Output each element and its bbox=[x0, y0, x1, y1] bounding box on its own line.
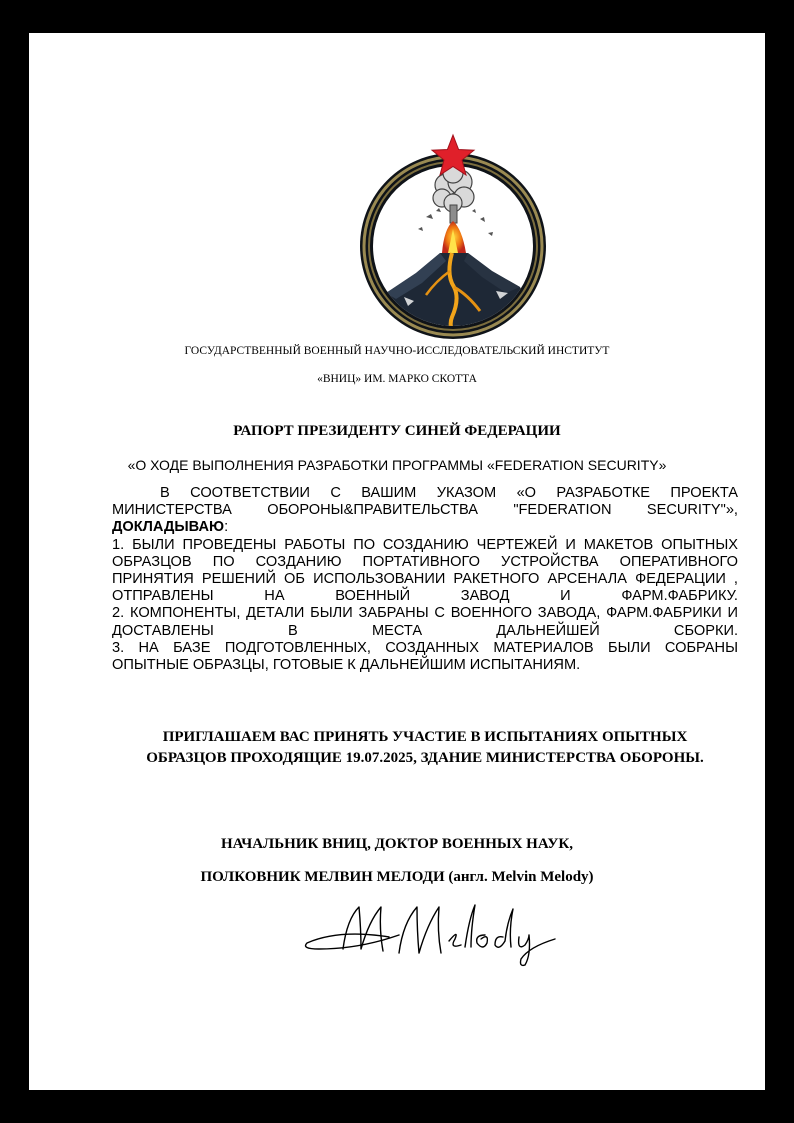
institute-name-line2: «ВНИЦ» ИМ. МАРКО СКОТТА bbox=[317, 373, 477, 385]
report-title: РАПОРТ ПРЕЗИДЕНТУ СИНЕЙ ФЕДЕРАЦИИ bbox=[233, 423, 561, 439]
intro-text: В СООТВЕТСТВИИ С ВАШИМ УКАЗОМ «О РАЗРАБОТКЕ ПРОЕКТА МИНИСТЕРСТВА ОБОРОНЫ&ПРАВИТЕЛЬСТВА "FEDERATION SECURITY"», bbox=[112, 485, 738, 519]
invitation-line1: ПРИГЛАШАЕМ ВАС ПРИНЯТЬ УЧАСТИЕ В ИСПЫТАНИЯХ ОПЫТНЫХ bbox=[162, 729, 688, 745]
report-item-1: 1. БЫЛИ ПРОВЕДЕНЫ РАБОТЫ ПО СОЗДАНИЮ ЧЕРТЕЖЕЙ И МАКЕТОВ ОПЫТНЫХ ОБРАЗЦОВ ПО СОЗДАНИЮ ПОРТАТИВНОГО УСТРОЙСТВА ОПЕРАТИВНОГО ПРИНЯТИЯ РЕШЕНИЙ ОБ ИСПОЛЬЗОВАНИИ РАКЕТНОГО АРСЕНАЛА ФЕДЕРАЦИИ , ОТПРАВЛЕНЫ НА ВОЕННЫЙ ЗАВОД И ФАРМ.ФАБРИКУ. bbox=[112, 536, 738, 605]
report-subtitle: «О ХОДЕ ВЫПОЛНЕНИЯ РАЗРАБОТКИ ПРОГРАММЫ «FEDERATION SECURITY» bbox=[127, 457, 667, 473]
report-item-3: 3. НА БАЗЕ ПОДГОТОВЛЕННЫХ, СОЗДАННЫХ МАТЕРИАЛОВ БЫЛИ СОБРАНЫ ОПЫТНЫЕ ОБРАЗЦЫ, ГОТОВЫЕ К ДАЛЬНЕЙШИМ ИСПЫТАНИЯМ. bbox=[112, 639, 738, 674]
intro-colon: : bbox=[224, 519, 229, 536]
institute-name-line1: ГОСУДАРСТВЕННЫЙ ВОЕННЫЙ НАУЧНО-ИССЛЕДОВАТЕЛЬСКИЙ ИНСТИТУТ bbox=[184, 345, 610, 357]
signatory-position: НАЧАЛЬНИК ВНИЦ, ДОКТОР ВОЕННЫХ НАУК, bbox=[220, 836, 574, 852]
invitation-line2: ОБРАЗЦОВ ПРОХОДЯЩИЕ 19.07.2025, ЗДАНИЕ МИНИСТЕРСТВА ОБОРОНЫ. bbox=[146, 750, 704, 766]
report-item-2: 2. КОМПОНЕНТЫ, ДЕТАЛИ БЫЛИ ЗАБРАНЫ С ВОЕННОГО ЗАВОДА, ФАРМ.ФАБРИКИ И ДОСТАВЛЕНЫ В МЕСТА ДАЛЬНЕЙШЕЙ СБОРКИ. bbox=[112, 605, 738, 639]
signatory-name: ПОЛКОВНИК МЕЛВИН МЕЛОДИ (англ. Melvin Melody) bbox=[200, 869, 594, 885]
invitation bbox=[112, 727, 738, 769]
volcano-star-emblem bbox=[356, 125, 550, 349]
handwritten-signature bbox=[299, 899, 559, 969]
report-intro bbox=[112, 485, 738, 537]
report-keyword: ДОКЛАДЫВАЮ bbox=[112, 519, 225, 536]
report-body bbox=[112, 485, 738, 674]
document-page bbox=[29, 33, 765, 1090]
